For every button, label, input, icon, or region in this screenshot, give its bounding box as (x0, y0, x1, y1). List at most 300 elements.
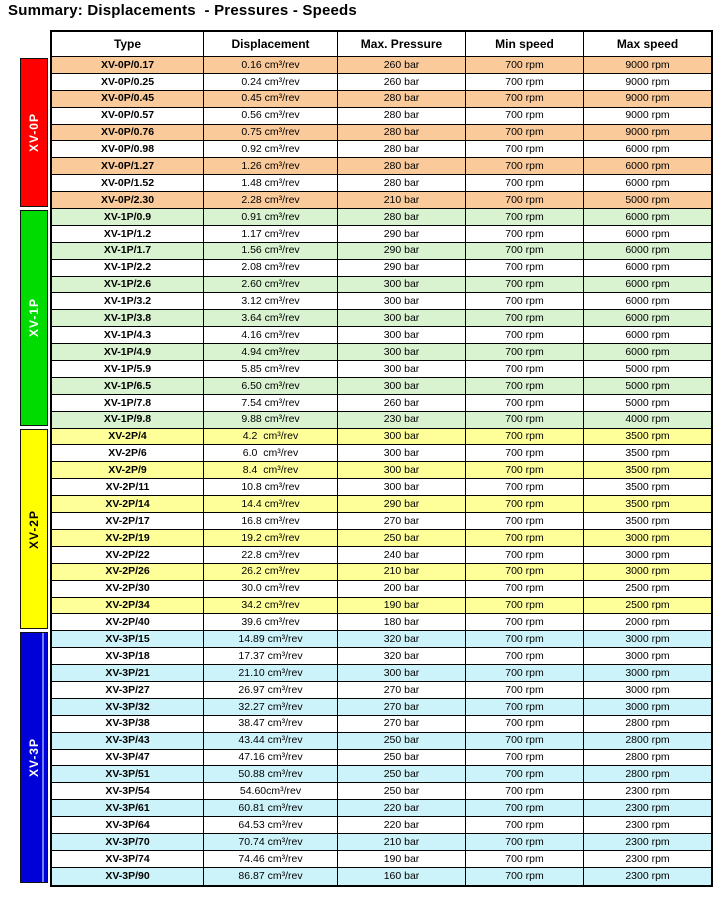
cell-type: XV-1P/7.8 (52, 395, 204, 411)
cell-type: XV-2P/9 (52, 462, 204, 478)
cell-max-pressure: 300 bar (338, 445, 466, 461)
cell-type: XV-3P/15 (52, 631, 204, 647)
cell-min-speed: 700 rpm (466, 783, 584, 799)
table-row (52, 327, 711, 344)
cell-displacement: 19.2 cm³/rev (204, 530, 338, 546)
cell-displacement: 38.47 cm³/rev (204, 716, 338, 732)
cell-max-speed: 2300 rpm (625, 818, 670, 831)
cell-min-speed: 700 rpm (466, 277, 584, 293)
cell-displacement: 39.6 cm³/rev (204, 614, 338, 630)
cell-max-speed: 2300 rpm (625, 801, 670, 814)
cell-max-speed: 9000 rpm (625, 109, 670, 122)
cell-min-speed: 700 rpm (466, 513, 584, 529)
cell-type: XV-3P/27 (52, 682, 204, 698)
cell-max-speed: 6000 rpm (625, 227, 670, 240)
cell-max-pressure: 260 bar (338, 395, 466, 411)
cell-max-pressure: 290 bar (338, 260, 466, 276)
cell-max-speed: 6000 rpm (625, 278, 670, 291)
cell-min-speed: 700 rpm (466, 445, 584, 461)
cell-max-speed: 2800 rpm (625, 751, 670, 764)
cell-type: XV-1P/3.2 (52, 293, 204, 309)
cell-min-speed: 700 rpm (466, 766, 584, 782)
cell-max-pressure: 210 bar (338, 192, 466, 208)
cell-max-pressure: 160 bar (338, 868, 466, 885)
cell-max-pressure: 300 bar (338, 378, 466, 394)
cell-min-speed: 700 rpm (466, 125, 584, 141)
cell-max-speed: 5000 rpm (625, 396, 670, 409)
cell-max-pressure: 190 bar (338, 598, 466, 614)
cell-min-speed: 700 rpm (466, 395, 584, 411)
table-row (52, 361, 711, 378)
cell-type: XV-3P/54 (52, 783, 204, 799)
cell-displacement: 30.0 cm³/rev (204, 581, 338, 597)
table-row (52, 141, 711, 158)
cell-displacement: 14.89 cm³/rev (204, 631, 338, 647)
cell-max-pressure: 240 bar (338, 547, 466, 563)
cell-max-pressure: 320 bar (338, 648, 466, 664)
cell-min-speed: 700 rpm (466, 175, 584, 191)
table-row (52, 766, 711, 783)
cell-max-pressure: 210 bar (338, 564, 466, 580)
table-row (52, 581, 711, 598)
cell-max-pressure: 290 bar (338, 226, 466, 242)
cell-max-speed: 2500 rpm (625, 582, 670, 595)
cell-type: XV-1P/2.2 (52, 260, 204, 276)
cell-max-speed: 2300 rpm (625, 869, 670, 882)
table-row (52, 564, 711, 581)
cell-min-speed: 700 rpm (466, 361, 584, 377)
cell-displacement: 60.81 cm³/rev (204, 800, 338, 816)
cell-type: XV-2P/30 (52, 581, 204, 597)
table-row (52, 209, 711, 226)
cell-displacement: 0.45 cm³/rev (204, 91, 338, 107)
cell-max-pressure: 300 bar (338, 277, 466, 293)
group-band-label: XV-1P (27, 298, 41, 338)
cell-max-pressure: 250 bar (338, 530, 466, 546)
table-row (52, 834, 711, 851)
cell-type: XV-3P/21 (52, 665, 204, 681)
cell-min-speed: 700 rpm (466, 564, 584, 580)
cell-min-speed: 700 rpm (466, 192, 584, 208)
cell-displacement: 0.56 cm³/rev (204, 108, 338, 124)
cell-min-speed: 700 rpm (466, 57, 584, 73)
cell-max-pressure: 300 bar (338, 293, 466, 309)
table-row (52, 682, 711, 699)
cell-type: XV-2P/14 (52, 496, 204, 512)
cell-min-speed: 700 rpm (466, 412, 584, 428)
cell-max-speed: 2300 rpm (625, 852, 670, 865)
cell-type: XV-1P/2.6 (52, 277, 204, 293)
cell-max-pressure: 260 bar (338, 57, 466, 73)
column-header-type: Type (52, 32, 204, 56)
cell-max-pressure: 250 bar (338, 766, 466, 782)
cell-displacement: 3.64 cm³/rev (204, 310, 338, 326)
cell-max-speed: 5000 rpm (625, 362, 670, 375)
table-row (52, 158, 711, 175)
table-row (52, 91, 711, 108)
cell-max-speed: 3500 rpm (625, 447, 670, 460)
cell-min-speed: 700 rpm (466, 750, 584, 766)
cell-min-speed: 700 rpm (466, 716, 584, 732)
table-row (52, 260, 711, 277)
cell-displacement: 21.10 cm³/rev (204, 665, 338, 681)
table-row (52, 699, 711, 716)
cell-displacement: 9.88 cm³/rev (204, 412, 338, 428)
cell-max-speed: 3000 rpm (625, 565, 670, 578)
table-row (52, 395, 711, 412)
group-band-xv-1p (20, 210, 48, 427)
cell-displacement: 32.27 cm³/rev (204, 699, 338, 715)
cell-type: XV-3P/90 (52, 868, 204, 885)
cell-displacement: 34.2 cm³/rev (204, 598, 338, 614)
cell-max-speed: 3500 rpm (625, 514, 670, 527)
cell-type: XV-3P/70 (52, 834, 204, 850)
table-body (52, 57, 711, 885)
cell-max-speed: 6000 rpm (625, 261, 670, 274)
cell-max-pressure: 270 bar (338, 682, 466, 698)
cell-type: XV-3P/43 (52, 733, 204, 749)
table-row (52, 277, 711, 294)
table-row (52, 243, 711, 260)
group-band-label: XV-2P (27, 509, 41, 549)
cell-displacement: 26.2 cm³/rev (204, 564, 338, 580)
table-row (52, 783, 711, 800)
cell-max-pressure: 300 bar (338, 665, 466, 681)
cell-max-speed: 9000 rpm (625, 58, 670, 71)
cell-max-pressure: 290 bar (338, 496, 466, 512)
cell-type: XV-2P/19 (52, 530, 204, 546)
cell-max-speed: 3500 rpm (625, 497, 670, 510)
column-header-max-pressure: Max. Pressure (338, 32, 466, 56)
cell-max-speed: 2800 rpm (625, 768, 670, 781)
cell-displacement: 22.8 cm³/rev (204, 547, 338, 563)
cell-max-speed: 9000 rpm (625, 92, 670, 105)
cell-max-speed: 3500 rpm (625, 430, 670, 443)
cell-min-speed: 700 rpm (466, 496, 584, 512)
cell-min-speed: 700 rpm (466, 378, 584, 394)
cell-max-pressure: 270 bar (338, 716, 466, 732)
cell-type: XV-3P/61 (52, 800, 204, 816)
table-row (52, 851, 711, 868)
cell-max-speed: 3000 rpm (625, 548, 670, 561)
cell-displacement: 0.92 cm³/rev (204, 141, 338, 157)
cell-type: XV-0P/1.52 (52, 175, 204, 191)
cell-displacement: 1.48 cm³/rev (204, 175, 338, 191)
cell-max-pressure: 280 bar (338, 209, 466, 225)
cell-displacement: 0.75 cm³/rev (204, 125, 338, 141)
cell-displacement: 8.4 cm³/rev (204, 462, 338, 478)
cell-min-speed: 700 rpm (466, 243, 584, 259)
cell-min-speed: 700 rpm (466, 699, 584, 715)
cell-max-speed: 3000 rpm (625, 649, 670, 662)
cell-displacement: 14.4 cm³/rev (204, 496, 338, 512)
cell-type: XV-0P/0.45 (52, 91, 204, 107)
cell-displacement: 6.0 cm³/rev (204, 445, 338, 461)
cell-type: XV-0P/0.98 (52, 141, 204, 157)
cell-min-speed: 700 rpm (466, 226, 584, 242)
cell-max-pressure: 300 bar (338, 462, 466, 478)
cell-min-speed: 700 rpm (466, 260, 584, 276)
table-row (52, 648, 711, 665)
cell-min-speed: 700 rpm (466, 834, 584, 850)
cell-max-pressure: 270 bar (338, 513, 466, 529)
table-row (52, 293, 711, 310)
column-header-min-speed: Min speed (466, 32, 584, 56)
cell-type: XV-3P/32 (52, 699, 204, 715)
cell-min-speed: 700 rpm (466, 429, 584, 445)
cell-displacement: 5.85 cm³/rev (204, 361, 338, 377)
cell-displacement: 26.97 cm³/rev (204, 682, 338, 698)
cell-max-pressure: 300 bar (338, 361, 466, 377)
cell-type: XV-3P/38 (52, 716, 204, 732)
cell-type: XV-0P/2.30 (52, 192, 204, 208)
cell-displacement: 3.12 cm³/rev (204, 293, 338, 309)
cell-max-pressure: 300 bar (338, 344, 466, 360)
cell-displacement: 2.28 cm³/rev (204, 192, 338, 208)
cell-max-pressure: 220 bar (338, 800, 466, 816)
cell-max-speed: 2800 rpm (625, 734, 670, 747)
cell-type: XV-1P/5.9 (52, 361, 204, 377)
cell-min-speed: 700 rpm (466, 851, 584, 867)
cell-displacement: 2.60 cm³/rev (204, 277, 338, 293)
table-row (52, 310, 711, 327)
cell-type: XV-3P/18 (52, 648, 204, 664)
table-row (52, 631, 711, 648)
table-row (52, 412, 711, 429)
cell-max-speed: 2500 rpm (625, 599, 670, 612)
cell-max-pressure: 300 bar (338, 479, 466, 495)
cell-type: XV-0P/0.25 (52, 74, 204, 90)
cell-type: XV-2P/40 (52, 614, 204, 630)
cell-max-pressure: 300 bar (338, 327, 466, 343)
cell-max-speed: 2800 rpm (625, 717, 670, 730)
table-row (52, 226, 711, 243)
cell-type: XV-3P/64 (52, 817, 204, 833)
cell-max-speed: 3000 rpm (625, 531, 670, 544)
cell-type: XV-3P/47 (52, 750, 204, 766)
cell-type: XV-0P/0.76 (52, 125, 204, 141)
cell-min-speed: 700 rpm (466, 800, 584, 816)
cell-type: XV-2P/34 (52, 598, 204, 614)
cell-max-speed: 5000 rpm (625, 379, 670, 392)
table-row (52, 175, 711, 192)
cell-type: XV-1P/1.7 (52, 243, 204, 259)
cell-min-speed: 700 rpm (466, 344, 584, 360)
cell-max-pressure: 190 bar (338, 851, 466, 867)
cell-min-speed: 700 rpm (466, 479, 584, 495)
table-row (52, 513, 711, 530)
cell-max-speed: 6000 rpm (625, 176, 670, 189)
cell-displacement: 2.08 cm³/rev (204, 260, 338, 276)
cell-min-speed: 700 rpm (466, 158, 584, 174)
cell-displacement: 0.24 cm³/rev (204, 74, 338, 90)
table-row (52, 817, 711, 834)
cell-max-speed: 6000 rpm (625, 312, 670, 325)
cell-max-speed: 2300 rpm (625, 784, 670, 797)
cell-type: XV-2P/11 (52, 479, 204, 495)
group-band-label: XV-0P (27, 112, 41, 152)
cell-max-speed: 5000 rpm (625, 193, 670, 206)
cell-min-speed: 700 rpm (466, 547, 584, 563)
page-title: Summary: Displacements - Pressures - Speeds (8, 2, 357, 19)
cell-min-speed: 700 rpm (466, 293, 584, 309)
table-row (52, 614, 711, 631)
cell-min-speed: 700 rpm (466, 91, 584, 107)
table-row (52, 750, 711, 767)
cell-max-speed: 3500 rpm (625, 480, 670, 493)
table-row (52, 445, 711, 462)
group-band-label: XV-3P (27, 737, 41, 777)
table-row (52, 125, 711, 142)
cell-min-speed: 700 rpm (466, 868, 584, 885)
table-row (52, 479, 711, 496)
cell-min-speed: 700 rpm (466, 598, 584, 614)
cell-max-speed: 3000 rpm (625, 632, 670, 645)
cell-displacement: 4.94 cm³/rev (204, 344, 338, 360)
cell-displacement: 16.8 cm³/rev (204, 513, 338, 529)
cell-displacement: 47.16 cm³/rev (204, 750, 338, 766)
cell-max-speed: 6000 rpm (625, 143, 670, 156)
column-header-max-speed: Max speed (616, 37, 679, 51)
cell-displacement: 17.37 cm³/rev (204, 648, 338, 664)
cell-max-pressure: 280 bar (338, 175, 466, 191)
cell-min-speed: 700 rpm (466, 682, 584, 698)
cell-min-speed: 700 rpm (466, 310, 584, 326)
cell-min-speed: 700 rpm (466, 665, 584, 681)
table-row (52, 733, 711, 750)
cell-max-speed: 6000 rpm (625, 244, 670, 257)
cell-max-speed: 3000 rpm (625, 683, 670, 696)
cell-type: XV-1P/1.2 (52, 226, 204, 242)
cell-min-speed: 700 rpm (466, 631, 584, 647)
cell-max-pressure: 200 bar (338, 581, 466, 597)
column-header-displacement: Displacement (204, 32, 338, 56)
cell-max-speed: 6000 rpm (625, 295, 670, 308)
cell-displacement: 86.87 cm³/rev (204, 868, 338, 885)
table-row (52, 665, 711, 682)
cell-min-speed: 700 rpm (466, 209, 584, 225)
cell-displacement: 1.26 cm³/rev (204, 158, 338, 174)
cell-displacement: 7.54 cm³/rev (204, 395, 338, 411)
cell-max-speed: 9000 rpm (625, 126, 670, 139)
cell-type: XV-2P/17 (52, 513, 204, 529)
cell-displacement: 74.46 cm³/rev (204, 851, 338, 867)
cell-min-speed: 700 rpm (466, 141, 584, 157)
cell-type: XV-1P/9.8 (52, 412, 204, 428)
cell-type: XV-2P/4 (52, 429, 204, 445)
cell-displacement: 0.16 cm³/rev (204, 57, 338, 73)
cell-type: XV-2P/26 (52, 564, 204, 580)
group-band-xv-2p (20, 429, 48, 629)
cell-min-speed: 700 rpm (466, 74, 584, 90)
table-row (52, 598, 711, 615)
cell-max-speed: 2300 rpm (625, 835, 670, 848)
cell-type: XV-1P/0.9 (52, 209, 204, 225)
cell-min-speed: 700 rpm (466, 733, 584, 749)
cell-max-pressure: 280 bar (338, 158, 466, 174)
cell-displacement: 6.50 cm³/rev (204, 378, 338, 394)
cell-displacement: 54.60cm³/rev (204, 783, 338, 799)
cell-max-speed: 4000 rpm (625, 413, 670, 426)
cell-min-speed: 700 rpm (466, 108, 584, 124)
cell-displacement: 70.74 cm³/rev (204, 834, 338, 850)
table-row (52, 192, 711, 209)
table-row (52, 57, 711, 74)
cell-displacement: 1.56 cm³/rev (204, 243, 338, 259)
cell-max-speed: 6000 rpm (625, 328, 670, 341)
cell-max-pressure: 320 bar (338, 631, 466, 647)
cell-type: XV-1P/6.5 (52, 378, 204, 394)
table-row (52, 800, 711, 817)
table-header-row (52, 32, 711, 57)
cell-max-pressure: 280 bar (338, 108, 466, 124)
group-band-xv-3p (20, 632, 48, 883)
cell-displacement: 4.16 cm³/rev (204, 327, 338, 343)
cell-min-speed: 700 rpm (466, 462, 584, 478)
cell-type: XV-0P/1.27 (52, 158, 204, 174)
cell-max-pressure: 250 bar (338, 733, 466, 749)
cell-displacement: 64.53 cm³/rev (204, 817, 338, 833)
table-row (52, 462, 711, 479)
table-row (52, 344, 711, 361)
cell-type: XV-3P/51 (52, 766, 204, 782)
table-row (52, 378, 711, 395)
cell-max-pressure: 250 bar (338, 750, 466, 766)
cell-type: XV-0P/0.57 (52, 108, 204, 124)
cell-max-pressure: 290 bar (338, 243, 466, 259)
cell-max-pressure: 210 bar (338, 834, 466, 850)
cell-max-speed: 2000 rpm (625, 616, 670, 629)
table-row (52, 868, 711, 885)
cell-max-pressure: 230 bar (338, 412, 466, 428)
cell-max-speed: 3000 rpm (625, 666, 670, 679)
cell-max-pressure: 250 bar (338, 783, 466, 799)
cell-min-speed: 700 rpm (466, 648, 584, 664)
cell-min-speed: 700 rpm (466, 581, 584, 597)
cell-type: XV-0P/0.17 (52, 57, 204, 73)
cell-type: XV-3P/74 (52, 851, 204, 867)
cell-min-speed: 700 rpm (466, 817, 584, 833)
cell-max-pressure: 300 bar (338, 429, 466, 445)
summary-table (50, 30, 713, 887)
cell-max-pressure: 180 bar (338, 614, 466, 630)
cell-type: XV-1P/4.9 (52, 344, 204, 360)
cell-displacement: 1.17 cm³/rev (204, 226, 338, 242)
cell-displacement: 4.2 cm³/rev (204, 429, 338, 445)
table-row (52, 547, 711, 564)
cell-max-speed: 3500 rpm (625, 464, 670, 477)
cell-max-pressure: 280 bar (338, 91, 466, 107)
cell-displacement: 0.91 cm³/rev (204, 209, 338, 225)
cell-displacement: 10.8 cm³/rev (204, 479, 338, 495)
cell-max-speed: 6000 rpm (625, 160, 670, 173)
table-row (52, 716, 711, 733)
cell-max-speed: 9000 rpm (625, 75, 670, 88)
cell-max-speed: 6000 rpm (625, 210, 670, 223)
cell-displacement: 50.88 cm³/rev (204, 766, 338, 782)
cell-max-pressure: 300 bar (338, 310, 466, 326)
cell-type: XV-1P/3.8 (52, 310, 204, 326)
cell-max-pressure: 220 bar (338, 817, 466, 833)
cell-displacement: 43.44 cm³/rev (204, 733, 338, 749)
cell-type: XV-2P/6 (52, 445, 204, 461)
cell-min-speed: 700 rpm (466, 327, 584, 343)
cell-max-speed: 3000 rpm (625, 700, 670, 713)
cell-type: XV-1P/4.3 (52, 327, 204, 343)
cell-max-speed: 6000 rpm (625, 345, 670, 358)
cell-max-pressure: 260 bar (338, 74, 466, 90)
table-row (52, 530, 711, 547)
